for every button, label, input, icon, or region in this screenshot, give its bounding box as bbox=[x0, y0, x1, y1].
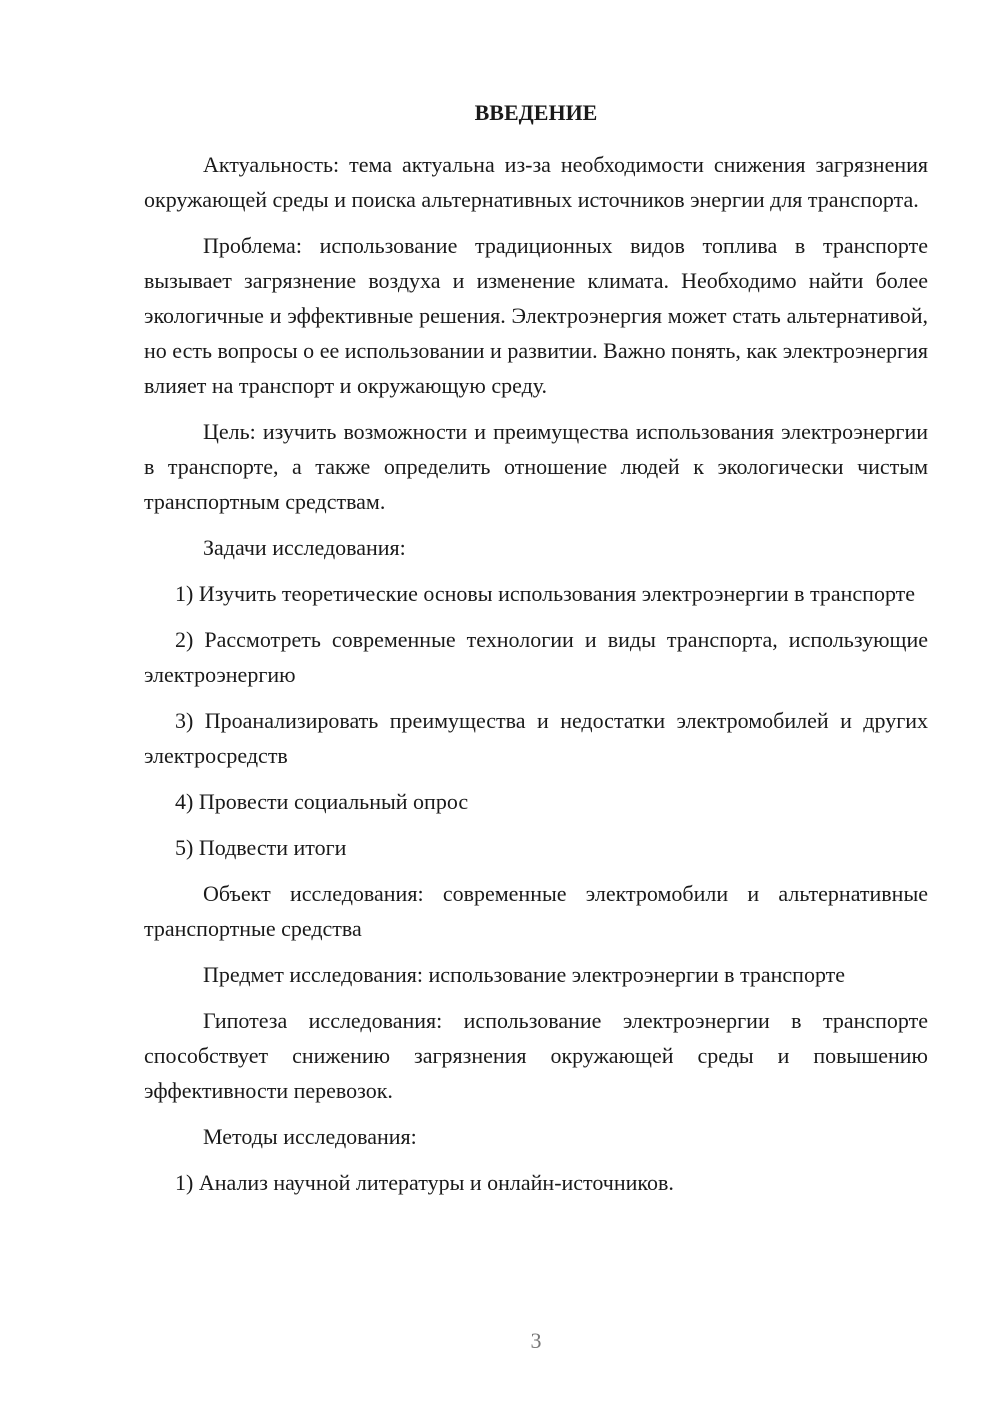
section-title: ВВЕДЕНИЕ bbox=[474, 100, 598, 125]
paragraph-hypothesis: Гипотеза исследования: использование электроэнергии в транспорте способствует снижению загрязнения окружающей среды и повышению эффективности перевозок. bbox=[144, 1008, 928, 1103]
methods-heading: Методы исследования: bbox=[203, 1124, 417, 1149]
paragraph-subject: Предмет исследования: использование электроэнергии в транспорте bbox=[203, 962, 846, 987]
page-number: 3 bbox=[530, 1328, 542, 1353]
tasks-heading: Задачи исследования: bbox=[203, 535, 406, 560]
paragraph-problem: Проблема: использование традиционных видов топлива в транспорте вызывает загрязнение воздуха и изменение климата. Необходимо найти более экологичные и эффективные решения. Электроэнергия может стать альтернативой, но есть вопросы о ее использовании и развитии. Важно понять, как электроэнергия влияет на транспорт и окружающую среду. bbox=[144, 233, 928, 398]
paragraph-goal: Цель: изучить возможности и преимущества использования электроэнергии в транспорте, а также определить отношение людей к экологически чистым транспортным средствам. bbox=[144, 419, 928, 514]
task-item-4: 4) Провести социальный опрос bbox=[175, 789, 469, 814]
task-item-2: 2) Рассмотреть современные технологии и виды транспорта, использующие электроэнергию bbox=[144, 627, 928, 687]
task-item-5: 5) Подвести итоги bbox=[175, 835, 347, 860]
task-item-1: 1) Изучить теоретические основы использования электроэнергии в транспорте bbox=[175, 581, 916, 606]
paragraph-object: Объект исследования: современные электромобили и альтернативные транспортные средства bbox=[144, 881, 928, 941]
task-item-3: 3) Проанализировать преимущества и недостатки электромобилей и других электросредств bbox=[144, 708, 928, 768]
method-item-1: 1) Анализ научной литературы и онлайн-источников. bbox=[175, 1170, 674, 1195]
document-page bbox=[144, 95, 928, 1211]
paragraph-relevance: Актуальность: тема актуальна из-за необходимости снижения загрязнения окружающей среды и поиска альтернативных источников энергии для транспорта. bbox=[144, 152, 928, 212]
